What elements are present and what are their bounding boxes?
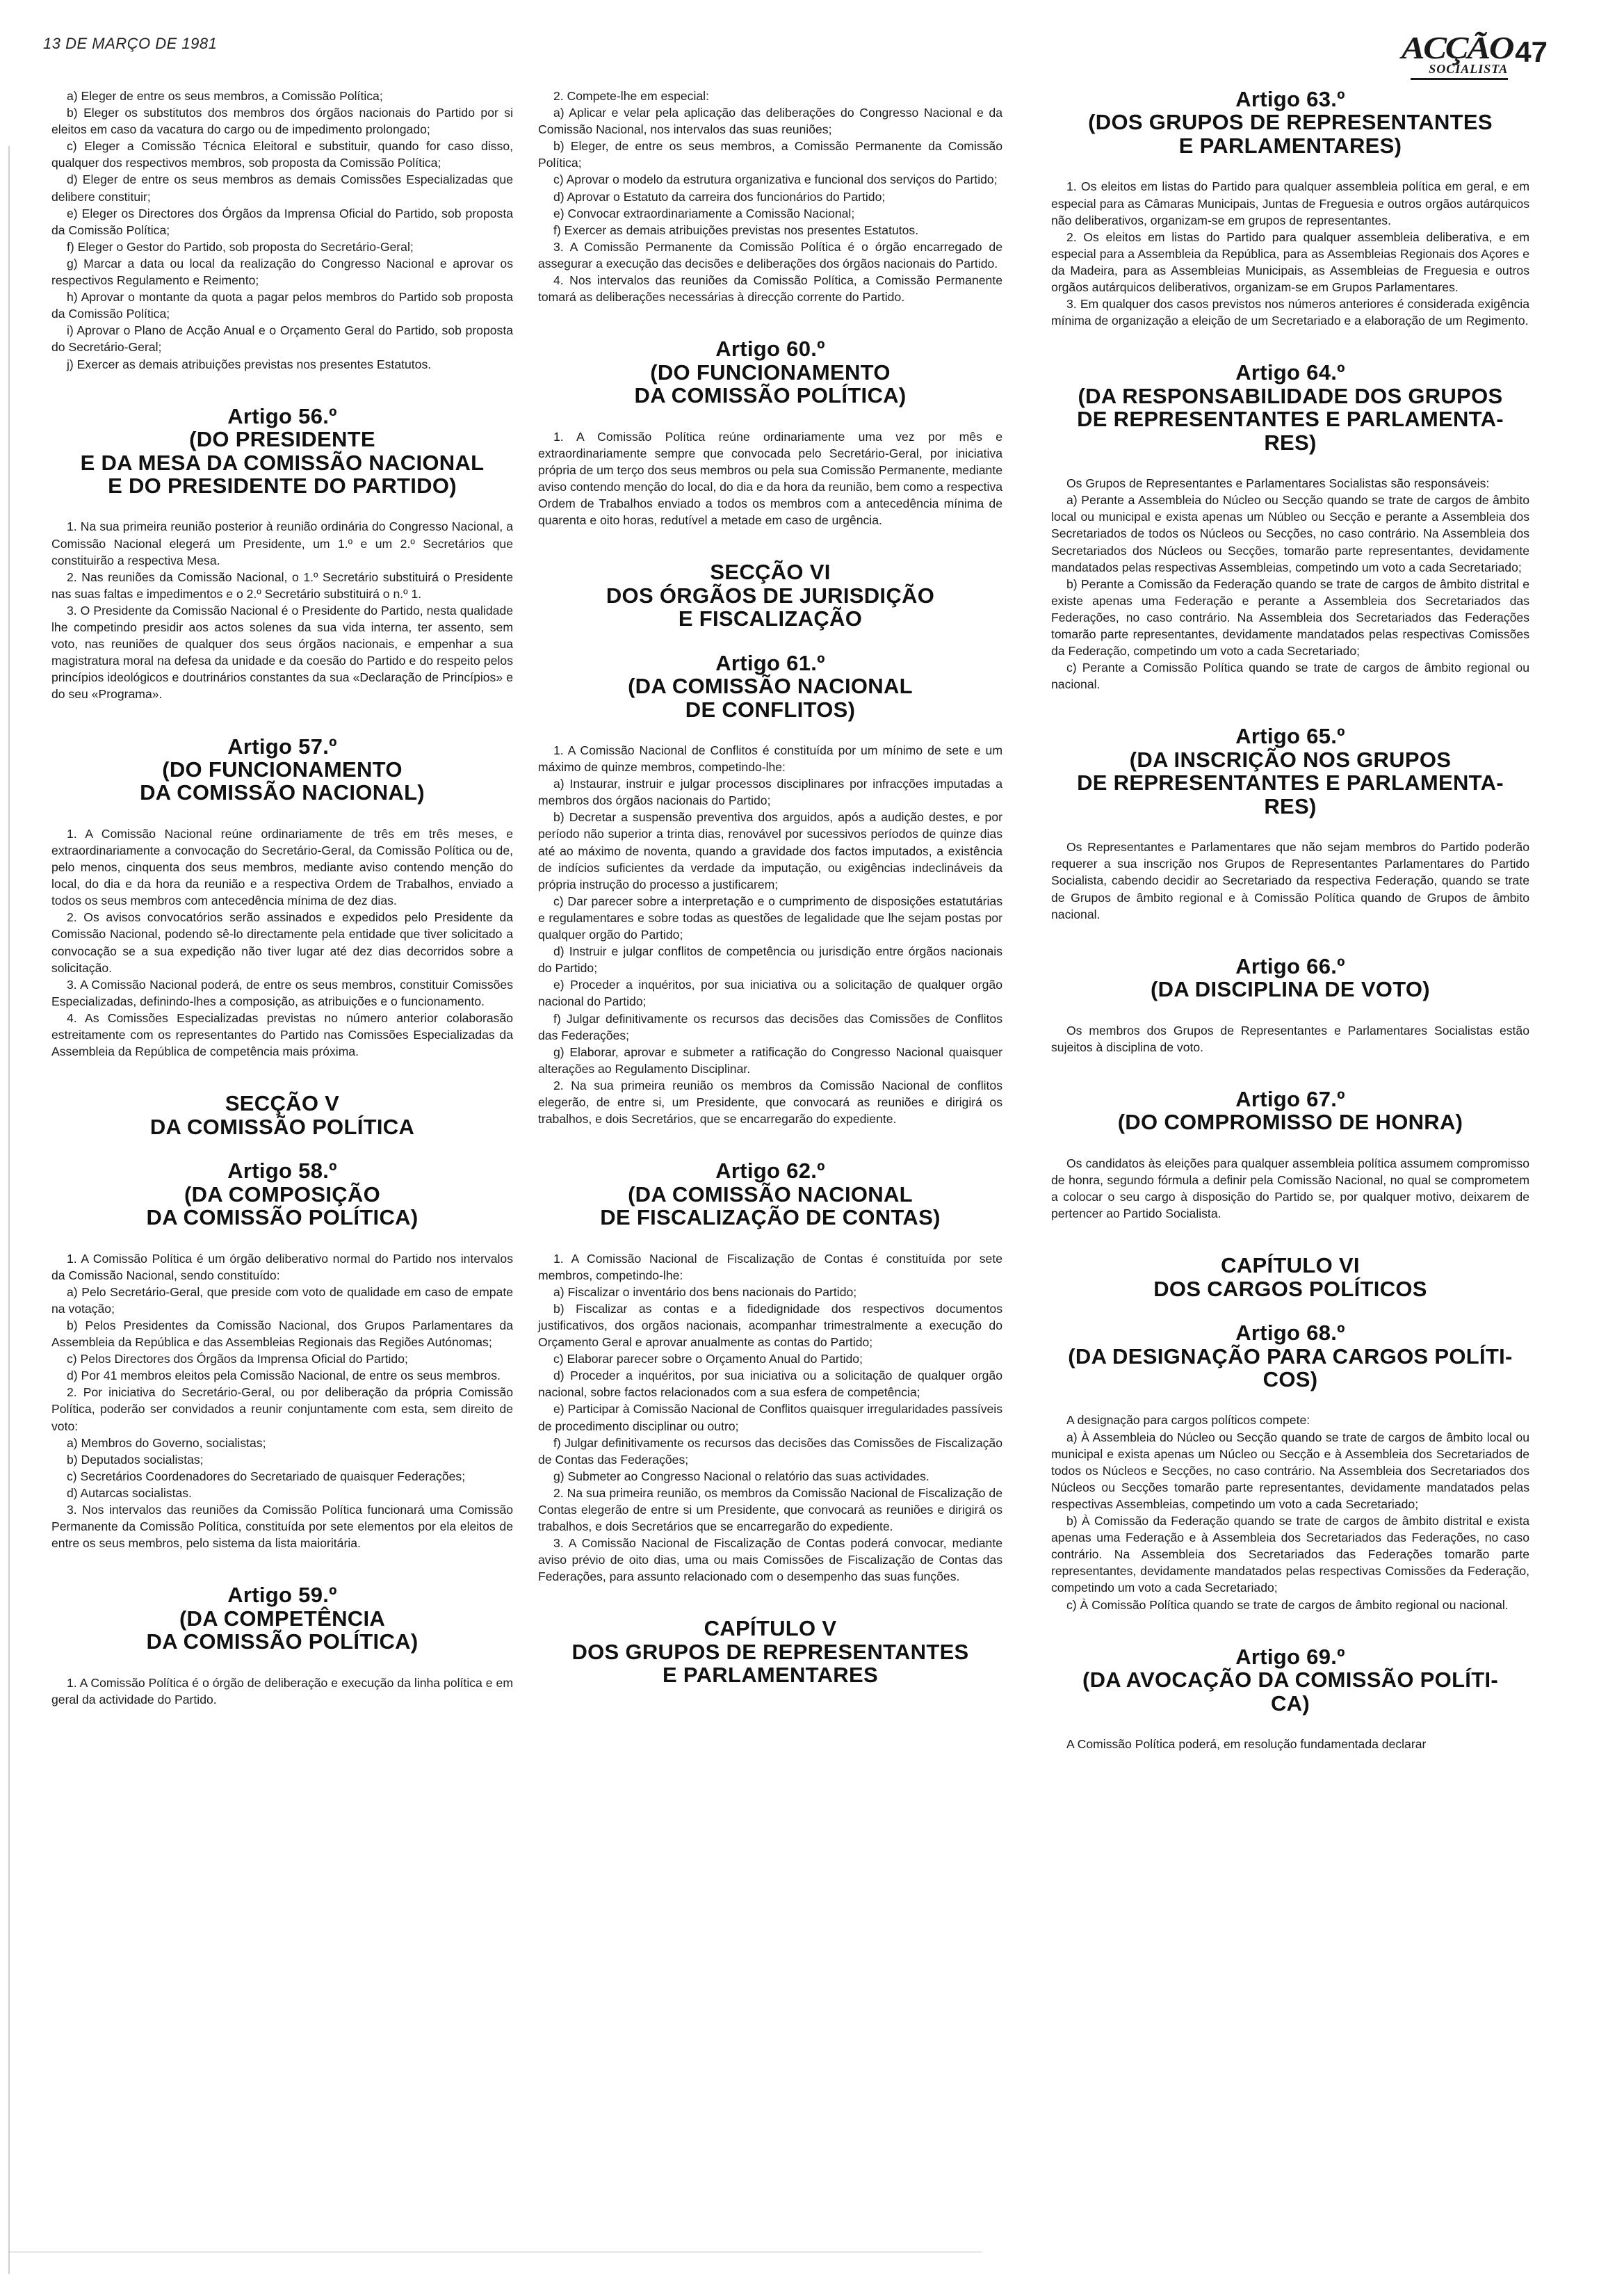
heading-line: DOS GRUPOS DE REPRESENTANTES [571,1639,969,1664]
body-paragraph: e) Convocar extraordinariamente a Comissão Nacional; [553,206,855,220]
body-paragraph: c) Secretários Coordenadores do Secretariado de quaisquer Federações; [67,1469,466,1483]
heading-line: DA COMISSÃO POLÍTICA [149,1114,415,1139]
logo-underline [1411,78,1508,80]
heading-line: DE CONFLITOS) [685,697,856,722]
body-paragraph: 4. Nos intervalos das reuniões da Comissão Política, a Comissão Permanente tomará as deliberações necessárias à direcção corrente do Partido. [538,273,1002,305]
body-paragraph: 1. A Comissão Política reúne ordinariamente uma vez por mês e extraordinariamente sempre que convocada pelo Secretário-Geral, por iniciativa própria de um terço dos seus membros ou pela sua Comissão Permanente, mediante aviso contendo menção do local, do dia e da hora da reunião, bem como a respectiva Ordem de Trabalhos enviado a todos os membros com a antecedência mínima de quarenta e oito horas, redutível a metade em caso de urgência. [538,429,1003,528]
section-heading [51,405,513,498]
heading-line: COS) [1262,1367,1318,1391]
body-paragraph: e) Participar à Comissão Nacional de Conflitos quaisquer irregularidades passíveis de procedimento disciplinar ou outro; [538,1402,1002,1433]
heading-line: RES) [1264,430,1317,455]
section-heading [1051,955,1529,1001]
body-paragraph: b) Pelos Presidentes da Comissão Nacional, dos Grupos Parlamentares da Assembleia da República e das Assembleias Regionais das Regiões Autónomas; [51,1318,513,1350]
body-paragraph: d) Eleger de entre os seus membros as demais Comissões Especializadas que delibere constituir; [51,172,513,204]
body-paragraph: f) Julgar definitivamente os recursos das decisões das Comissões de Conflitos das Federações; [538,1011,1002,1042]
body-paragraph: 2. Nas reuniões da Comissão Nacional, o 1.º Secretário substituirá o Presidente nas suas faltas e impedimentos e o 2.º Secretário substituirá o n.º 1. [51,570,513,601]
body-paragraph: d) Por 41 membros eleitos pela Comissão Nacional, de entre os seus membros. [67,1369,501,1383]
heading-line: DE FISCALIZAÇÃO DE CONTAS) [600,1205,941,1230]
heading-line: Artigo 58.º [227,1159,337,1184]
body-paragraph: h) Aprovar o montante da quota a pagar pelos membros do Partido sob proposta da Comissão Política; [51,290,513,321]
heading-line: (DOS GRUPOS DE REPRESENTANTES [1088,110,1493,135]
body-paragraph: 4. As Comissões Especializadas previstas no número anterior colaborasão estreitamente com os representantes do Partido nas Comissões Especializadas da Assembleia da República de competência mais próxima. [51,1010,513,1059]
body-paragraph: c) Elaborar parecer sobre o Orçamento Anual do Partido; [553,1352,863,1366]
heading-line: Artigo 68.º [1235,1321,1345,1346]
heading-line: RES) [1264,793,1317,818]
body-paragraph: c) Eleger a Comissão Técnica Eleitoral e substituir, quando for caso disso, qualquer dos respectivos membros, sob proposta da Comissão Política; [51,139,513,170]
body-paragraph: d) Autarcas socialistas. [67,1485,192,1500]
body-paragraph: b) Decretar a suspensão preventiva dos arguidos, após a audição destes, e por período não superior a trinta dias, renovável por sucessivos períodos de quinze dias até ao máximo de noventa, quando a gravidade dos factos imputados, a existência de indícios suficientes da verdade da imputação, ou exigências indeclináveis da própria instrução do processo a justificarem; [538,810,1002,891]
heading-line: Artigo 67.º [1235,1086,1345,1111]
body-paragraph: 3. O Presidente da Comissão Nacional é o Presidente do Partido, nesta qualidade lhe competindo presidir aos actos solenes da sua vida interna, ter assento, sem voto, nas reuniões de qualquer dos seus órgãos nacionais, e empenhar a sua magistratura moral na defesa da unidade e da coesão do Partido e do respeito pelos princípios ideológicos e doutrinários constantes da sua «Declaração de Princípios» e do seu «Programa». [51,603,513,702]
body-paragraph: 1. A Comissão Nacional reúne ordinariamente de três em três meses, e extraordinariamente a convocação do Secretário-Geral, da Comissão Política ou de, pelo menos, cinquenta dos seus membros, mediante aviso contendo menção do local, do dia e da hora da reunião e a respectiva Ordem de Trabalhos, enviado a todos os seus membros com antecedência mínima de dez dias. [51,826,513,908]
body-paragraph: 3. A Comissão Permanente da Comissão Política é o órgão encarregado de assegurar a execução das decisões e deliberações dos órgãos nacionais do Partido. [538,239,1002,271]
body-paragraph: a) Membros do Governo, socialistas; [67,1435,266,1450]
heading-line: (DA INSCRIÇÃO NOS GRUPOS [1129,747,1452,772]
heading-line: DA COMISSÃO POLÍTICA) [634,383,907,408]
heading-line: CA) [1271,1690,1310,1716]
body-paragraph: 3. A Comissão Nacional de Fiscalização de Contas poderá convocar, mediante aviso prévio de oito dias, uma ou mais Comissões de Fiscalização de Contas das Federações, para assunto relacionado com o desempenho das suas funções. [538,1536,1002,1584]
logo-sub-text: SOCIALISTA [1429,62,1509,76]
heading-line: (DO COMPROMISSO DE HONRA) [1117,1110,1463,1135]
body-paragraph: a) Aplicar e velar pela aplicação das deliberações do Congresso Nacional e da Comissão Nacional, nos intervalos das suas reuniões; [538,106,1002,137]
body-paragraph: A designação para cargos políticos compete: [1066,1413,1310,1428]
heading-line: DA COMISSÃO POLÍTICA) [146,1629,419,1654]
heading-line: E PARLAMENTARES) [1178,133,1402,158]
section-heading [1051,1321,1529,1391]
section-heading [51,1159,513,1229]
body-paragraph: Os membros dos Grupos de Representantes e Parlamentares Socialistas estão sujeitos à disciplina de voto. [1051,1023,1529,1054]
issue-date: 13 DE MARÇO DE 1981 [43,35,218,52]
body-paragraph: 1. Na sua primeira reunião posterior à reunião ordinária do Congresso Nacional, a Comissão Nacional elegerá um Presidente, um 1.º e um 2.º Secretários que constituirão a respectiva Mesa. [51,519,513,567]
body-paragraph: e) Eleger os Directores dos Órgãos da Imprensa Oficial do Partido, sob proposta da Comissão Política; [51,206,513,237]
body-paragraph: c) À Comissão Política quando se trate de cargos de âmbito regional ou nacional. [1066,1597,1509,1612]
body-paragraph: c) Aprovar o modelo da estrutura organizativa e funcional dos serviços do Partido; [553,172,998,187]
publication-logo [1402,30,1513,80]
column-2 [538,88,1002,1708]
body-paragraph: 1. A Comissão Nacional de Fiscalização de Contas é constituída por sete membros, competindo-lhe: [538,1251,1002,1282]
body-paragraph: g) Marcar a data ou local da realização do Congresso Nacional e aprovar os respectivos Regulamento e Reimento; [51,256,513,288]
heading-line: (DO FUNCIONAMENTO [162,757,403,782]
body-paragraph: 2. Compete-lhe em especial: [553,89,709,103]
margin-rule [8,146,10,2274]
heading-line: (DA DESIGNAÇÃO PARA CARGOS POLÍTI- [1068,1343,1513,1369]
body-paragraph: 3. A Comissão Nacional poderá, de entre os seus membros, constituir Comissões Especializadas, definindo-lhes a composição, as atribuições e o funcionamento. [51,977,513,1008]
heading-line: (DA COMPETÊNCIA [179,1606,386,1631]
heading-line: CAPÍTULO V [704,1616,837,1641]
section-heading [1051,1088,1529,1134]
body-paragraph: b) Deputados socialistas; [67,1452,204,1467]
body-paragraph: Os Grupos de Representantes e Parlamentares Socialistas são responsáveis: [1066,476,1490,491]
heading-line: SECÇÃO V [225,1091,340,1116]
section-heading [538,1159,1002,1229]
heading-line: Artigo 66.º [1235,953,1345,978]
body-paragraph: a) Eleger de entre os seus membros, a Comissão Política; [67,89,383,103]
heading-line: Artigo 64.º [1235,360,1345,385]
section-heading [538,652,1002,721]
column-1 [51,88,513,1708]
heading-line: CAPÍTULO VI [1221,1253,1360,1278]
heading-line: DA COMISSÃO NACIONAL) [140,780,425,805]
section-heading [1051,88,1529,157]
section-heading [538,1617,1002,1686]
body-paragraph: b) Fiscalizar as contas e a fidedignidade dos respectivos documentos justificativos, dos orgãos nacionais, acompanhar trimestralmente a execução do Orçamento Geral e aprovar anualmente as contas do Partido; [538,1301,1002,1350]
heading-line: Artigo 69.º [1235,1644,1345,1669]
heading-line: Artigo 61.º [715,650,825,675]
body-paragraph: c) Pelos Directores dos Órgãos da Imprensa Oficial do Partido; [67,1352,408,1366]
body-paragraph: j) Exercer as demais atribuições previstas nos presentes Estatutos. [67,357,432,371]
logo-main-text: ACÇÃO [1402,30,1513,65]
section-heading [51,1583,513,1653]
body-paragraph: 1. A Comissão Política é um órgão deliberativo normal do Partido nos intervalos da Comissão Nacional, sendo constituído: [51,1251,513,1282]
body-paragraph: g) Submeter ao Congresso Nacional o relatório das suas actividades. [553,1469,929,1483]
heading-line: DE REPRESENTANTES E PARLAMENTA- [1077,770,1504,796]
body-paragraph: i) Aprovar o Plano de Acção Anual e o Orçamento Geral do Partido, sob proposta do Secretário-Geral; [51,323,513,355]
body-paragraph: Os candidatos às eleições para qualquer assembleia política assumem compromisso de honra, segundo fórmula a definir pela Comissão Nacional, no qual se comprometem a colocar o seu cargo à disposição do Partido se, por qualquer motivo, deixarem de pertencer ao Partido Socialista. [1051,1156,1529,1221]
body-paragraph: g) Elaborar, aprovar e submeter a ratificação do Congresso Nacional quaisquer alterações ao Regulamento Disciplinar. [538,1044,1002,1076]
body-paragraph: d) Proceder a inquéritos, por sua iniciativa ou a solicitação de qualquer orgão nacional, sobre factos relacionados com a sua esfera de competência; [538,1369,1002,1400]
heading-line: E PARLAMENTARES [663,1663,878,1688]
masthead [1402,30,1548,80]
heading-line: E DO PRESIDENTE DO PARTIDO) [108,474,457,498]
body-paragraph: b) Perante a Comissão da Federação quando se trate de cargos de âmbito distrital e existe apenas uma Federação e perante a Assembleia dos Secretariados das Federações, no caso contrário. Na Assembleia dos Secretariados das Federações tomarão parte representantes, devidamente mandatados pelas respectivas Comissões da Federação, competindo um voto a cada Secretariado; [1051,576,1529,659]
heading-line: Artigo 63.º [1235,87,1345,111]
body-paragraph: 1. A Comissão Política é o órgão de deliberação e execução da linha política e em geral da actividade do Partido. [51,1675,513,1706]
body-paragraph: 2. Na sua primeira reunião os membros da Comissão Nacional de conflitos elegerão, de entre si, um Presidente, que convocará as reuniões e dirigirá os trabalhos, e dois Secretários, que se encarregarão do expediente. [538,1078,1002,1127]
body-paragraph: 1. A Comissão Nacional de Conflitos é constituída por um mínimo de sete e um máximo de quinze membros, competindo-lhe: [538,743,1002,775]
heading-line: (DO PRESIDENTE [189,427,375,452]
body-paragraph: A Comissão Política poderá, em resolução fundamentada declarar [1066,1737,1427,1751]
body-paragraph: Os Representantes e Parlamentares que não sejam membros do Partido poderão requerer a sua inscrição nos Grupos de Representantes Parlamentares do Partido Socialista, cabendo decidir ao Secretariado da respectiva Federação, quando se trate de Grupos de âmbito regional e à Comissão Política quando de Grupos de âmbito nacional. [1051,840,1529,921]
heading-line: Artigo 65.º [1235,724,1345,749]
heading-line: (DO FUNCIONAMENTO [650,360,891,385]
body-paragraph: c) Dar parecer sobre a interpretação e o cumprimento de disposições estatutárias e regulamentares e sobre todas as questões de legalidade que lhe sejam postas por qualquer orgão do Partido; [538,894,1002,942]
heading-line: (DA COMISSÃO NACIONAL [628,1181,913,1206]
heading-line: Artigo 57.º [227,734,337,759]
heading-line: (DA RESPONSABILIDADE DOS GRUPOS [1078,383,1503,408]
body-paragraph: a) Pelo Secretário-Geral, que preside com voto de qualidade em caso de empate na votação; [51,1284,513,1316]
heading-line: DOS ÓRGÃOS DE JURISDIÇÃO [606,583,935,608]
body-paragraph: d) Aprovar o Estatuto da carreira dos funcionários do Partido; [553,189,886,204]
body-paragraph: 2. Na sua primeira reunião, os membros da Comissão Nacional de Fiscalização de Contas elegerão de entre si um Presidente, que convocará as reuniões e dirigirá os trabalhos, e dois Secretários que se encarregarão do expediente. [538,1485,1002,1534]
heading-line: (DA COMISSÃO NACIONAL [628,674,913,699]
heading-line: E FISCALIZAÇÃO [678,606,863,631]
heading-line: E DA MESA DA COMISSÃO NACIONAL [80,450,485,475]
section-heading [51,1092,513,1138]
heading-line: (DA DISCIPLINA DE VOTO) [1151,977,1430,1002]
section-heading [1051,1645,1529,1715]
body-paragraph: c) Perante a Comissão Política quando se trate de cargos de âmbito regional ou nacional. [1051,661,1529,692]
section-heading [1051,361,1529,454]
body-paragraph: 2. Os avisos convocatórios serão assinados e expedidos pelo Presidente da Comissão Nacional, podendo sê-lo directamente pela entidade que tiver solicitado a convocação se a sua expedição não tiver lugar até dez dias decorridos sobre a solicitação. [51,910,513,975]
column-3 [1051,88,1529,1752]
heading-line: Artigo 56.º [227,403,337,428]
body-paragraph: b) Eleger, de entre os seus membros, a Comissão Permanente da Comissão Política; [538,139,1002,170]
heading-line: Artigo 62.º [715,1159,825,1184]
body-paragraph: b) Eleger os substitutos dos membros dos órgãos nacionais do Partido por si eleitos em caso da vacatura do cargo ou de impedimento prolongado; [51,106,513,137]
heading-line: DE REPRESENTANTES E PARLAMENTA- [1077,407,1504,432]
section-heading [538,337,1002,407]
body-paragraph: a) Fiscalizar o inventário dos bens nacionais do Partido; [553,1284,857,1299]
body-paragraph: e) Proceder a inquéritos, por sua iniciativa ou a solicitação de qualquer orgão nacional do Partido; [538,978,1002,1009]
body-paragraph: a) Instaurar, instruir e julgar processos disciplinares por infracções imputadas a membros dos órgãos nacionais do Partido; [538,777,1002,808]
body-paragraph: 2. Por iniciativa do Secretário-Geral, ou por deliberação da própria Comissão Política, poderão ser convidados a reunir conjuntamente com esta, sem direito de voto: [51,1385,513,1433]
heading-line: SECÇÃO VI [710,560,831,585]
heading-line: DA COMISSÃO POLÍTICA) [146,1205,419,1230]
body-paragraph: a) Perante a Assembleia do Núcleo ou Secção quando se trate de cargos de âmbito local ou municipal e exista apenas um Núbleo ou Secção e perante a Assembleia dos Secretariados de todos os Núcleos ou Secções, no caso contrário. Na Assembleia dos Secretariados dos Núcleos ou Secções, tomarão parte representantes, devidamente mandatados pelas respectivas Assembleias, competindo um voto a cada Secretariado; [1051,493,1529,574]
body-paragraph: 1. Os eleitos em listas do Partido para qualquer assembleia política em geral, e em especial para as Câmaras Municipais, Juntas de Freguesia e outros orgãos autárquicos não deliberativos, organizam-se em grupos de representantes. [1051,179,1529,227]
body-paragraph: f) Eleger o Gestor do Partido, sob proposta do Secretário-Geral; [67,239,414,254]
page-number: 47 [1515,35,1548,68]
heading-line: (DA COMPOSIÇÃO [184,1181,381,1206]
body-paragraph: d) Instruir e julgar conflitos de competência ou jurisdição entre órgãos nacionais do Partido; [538,944,1002,976]
section-heading [538,560,1002,630]
body-paragraph: f) Julgar definitivamente os recursos das decisões das Comissões de Fiscalização de Contas das Federações; [538,1435,1002,1467]
body-paragraph: b) À Comissão da Federação quando se trate de cargos de âmbito distrital e exista apenas uma Federação e à Assembleia dos Secretariados das Federações, no caso contrário. Na Assembleia dos Secretariados das Federações tomarão parte representantes, devidamente mandatados pelas respectivas Comissões da Federação, competindo um voto a cada Secretariado; [1051,1514,1529,1595]
body-paragraph: 2. Os eleitos em listas do Partido para qualquer assembleia deliberativa, e em especial para a Assembleia da República, para as Assembleias Regionais dos Açores e da Madeira, para as Assembleias Municipais, as Assembleias de Freguesia e outros orgãos autárquicos deliberativos, organizam-se em Grupos Parlamentares. [1051,229,1529,294]
heading-line: Artigo 59.º [227,1583,337,1608]
heading-line: DOS CARGOS POLÍTICOS [1153,1276,1427,1301]
section-heading [1051,725,1529,818]
body-paragraph: 3. Nos intervalos das reuniões da Comissão Política funcionará uma Comissão Permanente da Comissão Política, constituída por sete elementos por ela eleitos de entre os seus membros, pelo sistema da lista maioritária. [51,1502,513,1551]
heading-line: (DA AVOCAÇÃO DA COMISSÃO POLÍTI- [1082,1668,1498,1693]
body-paragraph: 3. Em qualquer dos casos previstos nos números anteriores é considerada exigência mínima de organização a eleição de um Secretariado e a elaboração de um Regimento. [1051,297,1529,328]
body-paragraph: f) Exercer as demais atribuições previstas nos presentes Estatutos. [553,223,919,237]
section-heading [51,735,513,805]
section-heading [1051,1254,1529,1300]
heading-line: Artigo 60.º [715,337,825,362]
body-paragraph: a) À Assembleia do Núcleo ou Secção quando se trate de cargos de âmbito local ou municipal e exista apenas um Núcleo ou Secção e à Assembleia dos Secretariados de todos os Núcleos e Secções, no caso contrário. Na Assembleia dos Secretariados dos Núcleos ou Secções tomarão parte representantes, devidamente mandatados pelas respectivas Assembleias, competindo um voto a cada Secretariado; [1051,1430,1529,1511]
